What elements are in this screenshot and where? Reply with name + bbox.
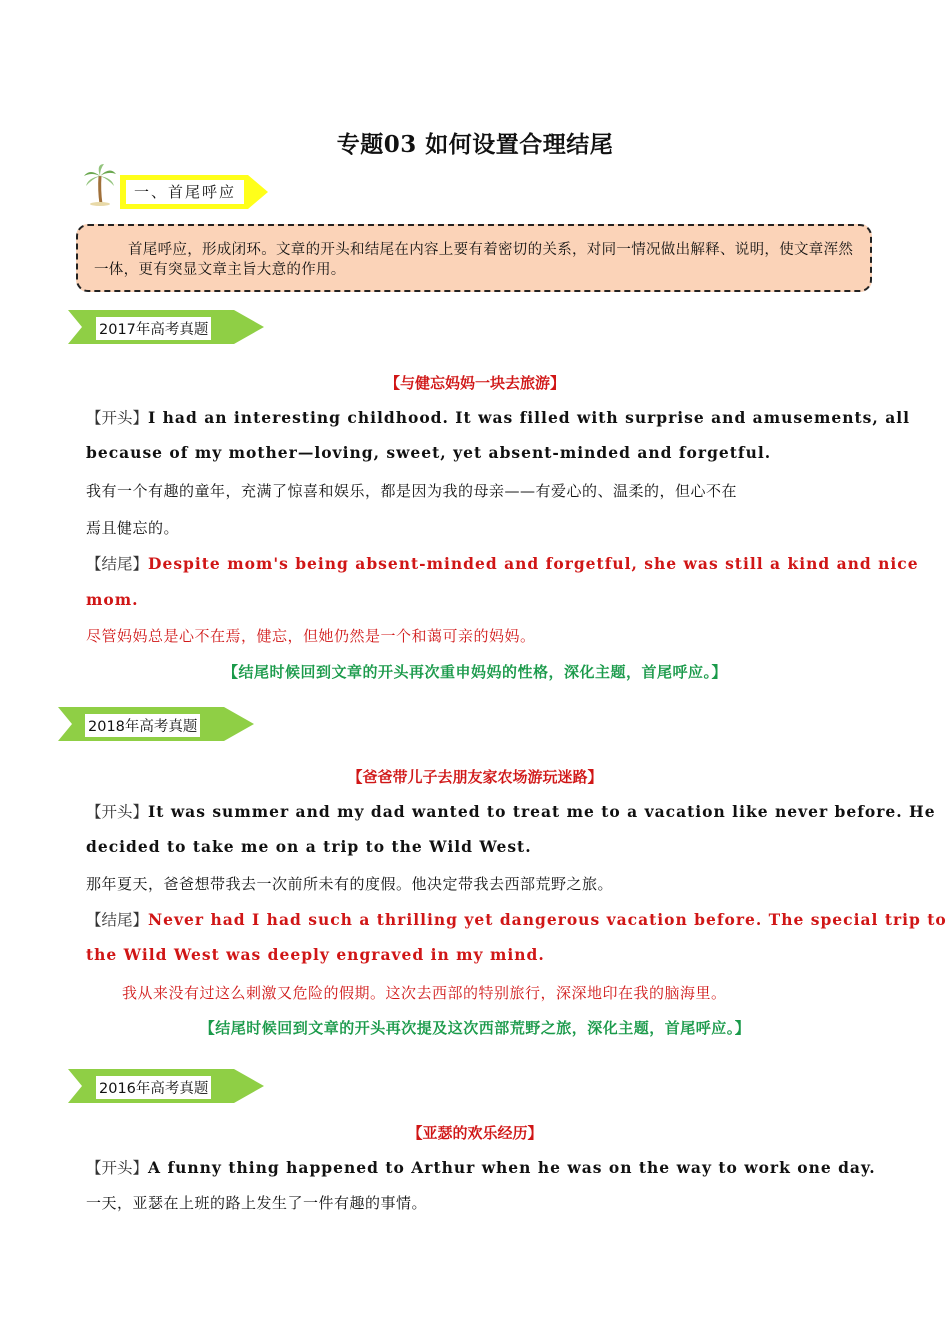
opening-label: 【开头】 [86,409,149,427]
opening-en-line-2: because of my mother—loving, sweet, yet absent-minded and forgetful. [86,443,772,462]
analysis-comment: 【结尾时候回到文章的开头再次重申妈妈的性格，深化主题，首尾呼应。】 [222,663,727,681]
year-banner-2018 [58,707,254,741]
opening-zh-line-2: 焉且健忘的。 [86,519,180,537]
opening-zh-line: 一天，亚瑟在上班的路上发生了一件有趣的事情。 [86,1194,428,1212]
year-label: 2017年高考真题 [96,317,211,340]
ending-zh-line: 尽管妈妈总是心不在焉，健忘，但她仍然是一个和蔼可亲的妈妈。 [86,627,536,645]
opening-en-line-2: decided to take me on a trip to the Wild West. [86,837,532,856]
ending-zh-line: 我从来没有过这么刺激又危险的假期。这次去西部的特别旅行，深深地印在我的脑海里。 [122,984,727,1002]
year-banner-2016 [68,1069,264,1103]
analysis-comment: 【结尾时候回到文章的开头再次提及这次西部荒野之旅，深化主题，首尾呼应。】 [199,1019,751,1037]
opening-label: 【开头】 [86,803,149,821]
section-heading-text: 一、首尾呼应 [134,183,237,201]
story-title: 【爸爸带儿子去朋友家农场游玩迷路】 [347,768,603,786]
opening-zh-line: 那年夏天，爸爸想带我去一次前所未有的度假。他决定带我去西部荒野之旅。 [86,875,614,893]
ending-en-line-2: mom. [86,590,139,609]
opening-en-line: 【开头】It was summer and my dad wanted to treat me to a vacation like never before. He [86,802,936,821]
opening-zh-line: 我有一个有趣的童年，充满了惊喜和娱乐，都是因为我的母亲——有爱心的、温柔的，但心不在 [86,482,738,500]
opening-en-line: 【开头】I had an interesting childhood. It was filled with surprise and amusements, all [86,408,911,427]
ending-label: 【结尾】 [86,555,149,573]
story-title: 【亚瑟的欢乐经历】 [407,1124,543,1142]
section-heading-banner [120,173,270,211]
ending-en-line: 【结尾】Never had I had such a thrilling yet dangerous vacation before. The special trip to [86,910,947,929]
opening-en-line: 【开头】A funny thing happened to Arthur when he was on the way to work one day. [86,1158,876,1177]
year-banner-2017 [68,310,264,344]
story-title: 【与健忘妈妈一块去旅游】 [384,374,565,392]
opening-label: 【开头】 [86,1159,149,1177]
definition-note-box: 首尾呼应，形成闭环。文章的开头和结尾在内容上要有着密切的关系，对同一情况做出解释、说明，使文章浑然一体，更有突显文章主旨大意的作用。 [76,224,872,292]
year-label: 2018年高考真题 [85,714,200,737]
ending-en-line-2: the Wild West was deeply engraved in my mind. [86,945,545,964]
palm-tree-icon [82,162,118,206]
year-label: 2016年高考真题 [96,1076,211,1099]
page-title: 专题03 如何设置合理结尾 [336,131,614,158]
ending-label: 【结尾】 [86,911,149,929]
ending-en-line: 【结尾】Despite mom's being absent-minded and forgetful, she was still a kind and nice [86,554,919,573]
